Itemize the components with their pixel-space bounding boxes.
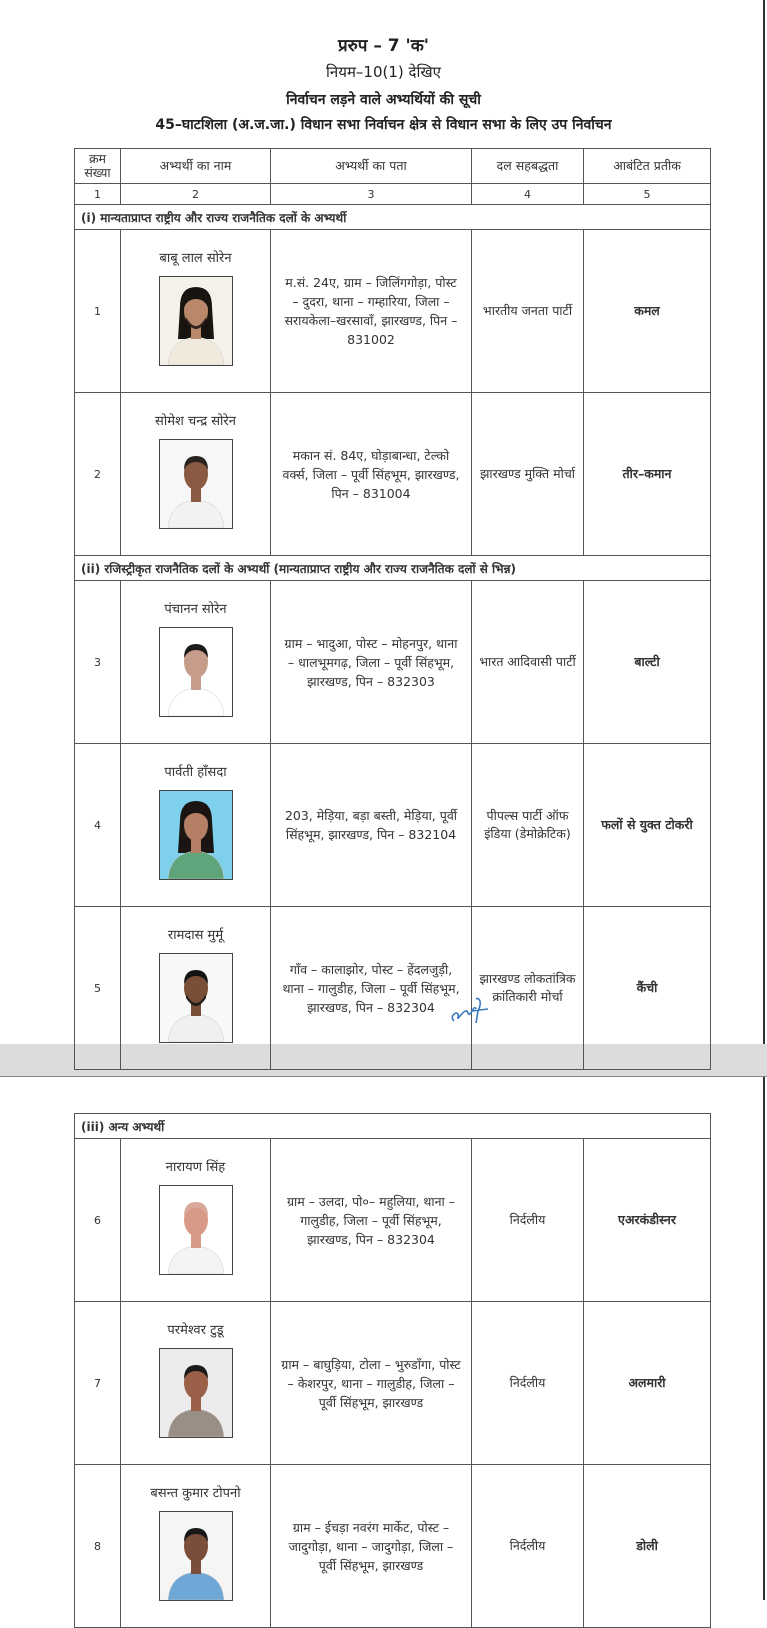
candidate-row (75, 230, 711, 393)
column-number: 3 (271, 184, 472, 205)
party-affiliation: निर्दलीय (472, 1465, 584, 1628)
candidate-name-cell (121, 1139, 271, 1302)
candidate-photo (159, 439, 233, 529)
candidate-row (75, 744, 711, 907)
column-number: 2 (121, 184, 271, 205)
candidate-name-cell (121, 744, 271, 907)
list-title: निर्वाचन लड़ने वाले अभ्यर्थियों की सूची (286, 92, 481, 108)
candidate-row (75, 1465, 711, 1628)
allotted-symbol: एअरकंडीस्नर (584, 1139, 711, 1302)
candidate-name: सोमेश चन्द्र सोरेन (155, 414, 236, 429)
column-number: 4 (472, 184, 584, 205)
candidate-photo (159, 627, 233, 717)
candidate-photo (159, 276, 233, 366)
candidate-photo (159, 1348, 233, 1438)
serial-number: 2 (75, 393, 121, 556)
party-affiliation: झारखण्ड मुक्ति मोर्चा (472, 393, 584, 556)
column-header-symbol: आबंटित प्रतीक (584, 149, 711, 184)
section-header-row (75, 556, 711, 581)
serial-number: 3 (75, 581, 121, 744)
candidate-name-cell (121, 1465, 271, 1628)
candidate-row (75, 581, 711, 744)
candidate-address: ग्राम – बाघुड़िया, टोला – भुरुडाँगा, पोस्ट – केशरपुर, थाना – गालुडीह, जिला – पूर्वी सिंहभूम, झारखण्ड (271, 1302, 472, 1465)
party-affiliation: झारखण्ड लोकतांत्रिक क्रांतिकारी मोर्चा (472, 907, 584, 1070)
column-header-party: दल सहबद्धता (472, 149, 584, 184)
allotted-symbol: कमल (584, 230, 711, 393)
candidate-name-cell (121, 581, 271, 744)
candidate-name: परमेश्वर टुडू (167, 1323, 224, 1338)
candidate-address: ग्राम – भादुआ, पोस्ट – मोहनपुर, थाना – धालभूमगढ़, जिला – पूर्वी सिंहभूम, झारखण्ड, पिन – 832303 (271, 581, 472, 744)
allotted-symbol: डोली (584, 1465, 711, 1628)
signature-mark (446, 995, 496, 1025)
candidate-address: ग्राम – ईचड़ा नवरंग मार्केट, पोस्ट – जादुगोड़ा, थाना – जादुगोड़ा, जिला – पूर्वी सिंहभूम, झारखण्ड (271, 1465, 472, 1628)
serial-number: 5 (75, 907, 121, 1070)
party-affiliation: भारतीय जनता पार्टी (472, 230, 584, 393)
allotted-symbol: फलों से युक्त टोकरी (584, 744, 711, 907)
party-affiliation: निर्दलीय (472, 1302, 584, 1465)
rule-reference: नियम–10(1) देखिए (326, 63, 441, 81)
serial-number: 1 (75, 230, 121, 393)
candidate-table-page-1 (74, 148, 711, 1070)
candidate-name: रामदास मुर्मू (167, 928, 224, 943)
allotted-symbol: कैंची (584, 907, 711, 1070)
candidate-photo (159, 1511, 233, 1601)
candidate-name: नारायण सिंह (165, 1160, 226, 1175)
column-number-row (75, 184, 711, 205)
party-affiliation: निर्दलीय (472, 1139, 584, 1302)
candidate-address: 203, मेड़िया, बड़ा बस्ती, मेड़िया, पूर्वी सिंहभूम, झारखण्ड, पिन – 832104 (271, 744, 472, 907)
candidate-row (75, 1302, 711, 1465)
candidate-photo (159, 1185, 233, 1275)
column-header-name: अभ्यर्थी का नाम (121, 149, 271, 184)
column-header-address: अभ्यर्थी का पता (271, 149, 472, 184)
form-title: प्ररुप – 7 'क' (337, 36, 430, 56)
candidate-address: मकान सं. 84ए, घोड़ाबान्धा, टेल्को वर्क्स, जिला – पूर्वी सिंहभूम, झारखण्ड, पिन – 831004 (271, 393, 472, 556)
column-header-row (75, 149, 711, 184)
candidate-address: ग्राम – उलदा, पो०– महुलिया, थाना – गालुडीह, जिला – पूर्वी सिंहभूम, झारखण्ड, पिन – 832304 (271, 1139, 472, 1302)
candidate-row (75, 1139, 711, 1302)
constituency-title: 45–घाटशिला (अ.ज.जा.) विधान सभा निर्वाचन क्षेत्र से विधान सभा के लिए उप निर्वाचन (155, 117, 612, 133)
candidate-name-cell (121, 230, 271, 393)
section-title: (iii) अन्य अभ्यर्थी (75, 1114, 711, 1139)
candidate-photo (159, 790, 233, 880)
candidate-name-cell (121, 1302, 271, 1465)
column-number: 1 (75, 184, 121, 205)
candidate-table-page-2 (74, 1113, 711, 1628)
party-affiliation: पीपल्स पार्टी ऑफ इंडिया (डेमोक्रेटिक) (472, 744, 584, 907)
candidate-address: गाँव – कालाझोर, पोस्ट – हेंदलजुड़ी, थाना – गालुडीह, जिला – पूर्वी सिंहभूम, झारखण्ड, पिन – 832304 (271, 907, 472, 1070)
candidate-name: बसन्त कुमार टोपनो (150, 1486, 241, 1501)
candidate-name-cell (121, 907, 271, 1070)
candidate-name: बाबू लाल सोरेन (159, 251, 232, 266)
candidate-row (75, 393, 711, 556)
allotted-symbol: बाल्टी (584, 581, 711, 744)
allotted-symbol: तीर–कमान (584, 393, 711, 556)
serial-number: 8 (75, 1465, 121, 1628)
section-header-row (75, 1114, 711, 1139)
candidate-photo (159, 953, 233, 1043)
serial-number: 6 (75, 1139, 121, 1302)
column-number: 5 (584, 184, 711, 205)
column-header-serial: क्रम संख्या (75, 149, 121, 184)
candidate-address: म.सं. 24ए, ग्राम – जिलिंगगोड़ा, पोस्ट – दुदरा, थाना – गम्हारिया, जिला – सरायकेला–खरसावाँ, झारखण्ड, पिन – 831002 (271, 230, 472, 393)
section-title: (i) मान्यताप्राप्त राष्ट्रीय और राज्य राजनैतिक दलों के अभ्यर्थी (75, 205, 711, 230)
candidate-name-cell (121, 393, 271, 556)
allotted-symbol: अलमारी (584, 1302, 711, 1465)
candidate-row (75, 907, 711, 1070)
party-affiliation: भारत आदिवासी पार्टी (472, 581, 584, 744)
section-header-row (75, 205, 711, 230)
section-title: (ii) रजिस्ट्रीकृत राजनैतिक दलों के अभ्यर्थी (मान्यताप्राप्त राष्ट्रीय और राज्य राजनैतिक दलों से भिन्न) (75, 556, 711, 581)
candidate-name: पंचानन सोरेन (164, 602, 227, 617)
serial-number: 7 (75, 1302, 121, 1465)
serial-number: 4 (75, 744, 121, 907)
candidate-name: पार्वती हाँसदा (164, 765, 227, 780)
